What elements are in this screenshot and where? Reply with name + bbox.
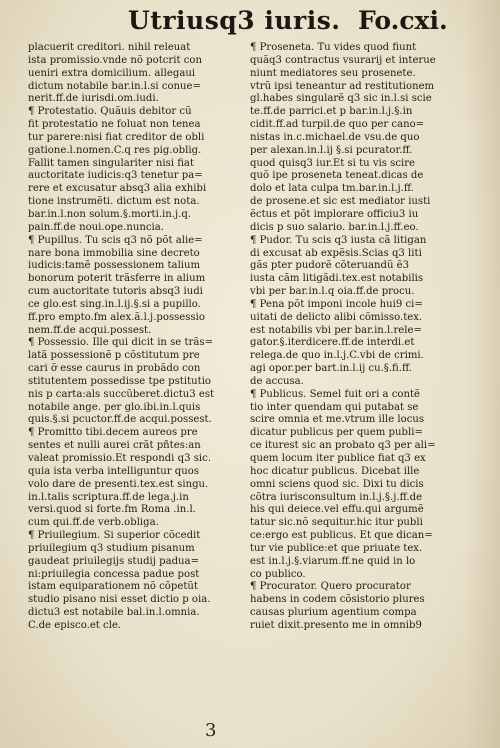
text-line: est in.l.j.§.viarum.ff.ne quid in lo [250, 555, 416, 567]
left-text-column [28, 42, 240, 633]
text-line: dolo et lata culpa tm.bar.in.l.j.ff. [250, 183, 414, 195]
text-line: versi.quod si forte.fm Roma .in.l. [28, 504, 196, 516]
signature-mark: 3 [205, 720, 219, 741]
text-line: nem.ff.de acqui.possest. [28, 324, 152, 336]
text-line: cari ỡ esse caurus in probãdo con [28, 363, 201, 375]
text-line: ẽctus et põt implorare officiu3 iu [250, 208, 419, 220]
text-line: placuerit creditori. nihil releuat [28, 42, 191, 53]
text-line: causas plurium agentium compa [250, 607, 417, 619]
text-line: priuilegium q3 studium pisanum [28, 542, 195, 554]
text-line: iusta cãm litigãdi.tex.est notabilis [250, 273, 424, 285]
text-line: fit protestatio ne foluat non tenea [28, 119, 201, 131]
text-line: quãq3 contractus vsurarij et interue [250, 54, 436, 66]
text-line: est notabilis vbi per bar.in.l.rele= [250, 324, 422, 336]
text-line: studio pisano nisi esset dictio p oia. [28, 594, 211, 606]
text-line: dicatur publicus per quem publi= [250, 427, 423, 439]
text-line: C.de episco.et cle. [28, 619, 122, 631]
text-line: tur vie publice:et que priuate tex. [250, 542, 423, 554]
text-line: quis.§.si pcuctor.ff.de acqui.possest. [28, 414, 212, 426]
text-line: Fallit tamen singulariter nisi fiat [28, 157, 194, 169]
text-line: per alexan.in.l.ij §.si pcurator.ff. [250, 144, 413, 156]
text-line: tur parere:nisi fiat creditor de obli [28, 131, 205, 143]
text-line: ¶ Publicus. Semel fuit ori a contẽ [250, 388, 421, 400]
text-line: volo dare de presenti.tex.est singu. [28, 478, 209, 490]
text-line: ista promissio.vnde nõ potcrit con [28, 54, 202, 66]
text-line: gãs pter pudorẽ cõteruandũ ẽ3 [250, 260, 410, 272]
folio-number: Fo.cxi. [358, 6, 448, 35]
text-line: habens in codem cõsistorio plures [250, 594, 425, 606]
text-line: ni:priuilegia concessa padue post [28, 568, 200, 580]
text-line: ce:ergo est publicus. Et que dican= [250, 530, 433, 542]
text-line: bonorum poterit trãsferre in alium [28, 273, 206, 285]
text-line: de prosene.et sic est mediator iusti [250, 196, 431, 208]
text-line: ueniri extra domicilium. allegaui [28, 67, 196, 79]
text-line: niunt mediatores seu prosenete. [250, 67, 416, 79]
text-line: ¶ Priuilegium. Si superior cõcedit [28, 530, 201, 542]
text-line: ruiet dixit.presento me in omnib9 [250, 619, 422, 631]
text-line: tione instrumẽti. dictum est nota. [28, 196, 200, 208]
text-line: ¶ Promitto tibi.decem aureos pre [28, 427, 198, 439]
text-line: cum qui.ff.de verb.obliga. [28, 517, 159, 529]
text-line: agi opor.per bart.in.l.ij cu.§.fi.ff. [250, 363, 413, 375]
text-line: bar.in.l.non solum.§.morti.in.j.q. [28, 208, 191, 220]
text-line: in.l.talis scriptura.ff.de lega.j.in [28, 491, 189, 503]
text-line: quod quisq3 iur.Et si tu vis scire [250, 157, 416, 169]
text-line: iudicis:tamẽ possessionem talium [28, 260, 201, 272]
text-line: dicis p suo salario. bar.in.l.j.ff.eo. [250, 221, 419, 233]
text-line: gaudeat priuilegijs studij padua= [28, 555, 200, 567]
text-line: te.ff.de parrici.et p bar.in.l.j.§.in [250, 106, 413, 118]
text-line: di excusat ab expẽsis.Scias q3 liti [250, 247, 422, 259]
text-line: valeat promissio.Et respondi q3 sic. [28, 453, 211, 464]
text-line: his qui deiece.vel effu.qui argumẽ [250, 504, 424, 516]
text-line: de accusa. [250, 375, 304, 387]
text-line: cõtra iurisconsultum in.l.j.§.j.ff.de [250, 491, 423, 503]
text-line: gl.habes singularẽ q3 sic in.l.si scie [250, 93, 432, 105]
text-line: ¶ Pupillus. Tu scis q3 nõ põt alie= [28, 234, 203, 246]
text-line: dictu3 est notabile bal.in.l.omnia. [28, 607, 200, 619]
text-line: ¶ Pena põt imponi incole hui9 ci= [250, 298, 423, 310]
text-line: pain.ff.de noui.ope.nuncia. [28, 221, 164, 233]
text-line: gatione.l.nomen.C.q res pig.oblig. [28, 144, 202, 156]
text-line: nerit.ff.de iurisdi.om.iudi. [28, 93, 159, 105]
text-line: ¶ Procurator. Quero procurator [250, 581, 411, 593]
text-line: hoc dicatur publicus. Dicebat ille [250, 465, 420, 477]
text-line: quõ ipe proseneta teneat.dicas de [250, 170, 424, 182]
text-line: quem locum iter publice fiat q3 ex [250, 453, 426, 464]
text-line: ¶ Protestatio. Quãuis debitor cũ [28, 106, 192, 118]
text-line: vtrũ ipsi teneantur ad restitutionem [250, 80, 435, 92]
text-line: cum auctoritate tutoris absq3 iudi [28, 286, 203, 298]
text-line: cidit.ff.ad turpil.de quo per cano= [250, 119, 425, 131]
text-line: ¶ Possessio. Ille qui dicit in se trãs= [28, 337, 214, 349]
text-line: omni sciens quod sic. Dixi tu dicis [250, 478, 424, 490]
text-line: dictum notabile bar.in.l.si conue= [28, 80, 201, 92]
text-line: nare bona immobilia sine decreto [28, 247, 200, 259]
text-line: notabile ange. per glo.ibi.in.l.quis [28, 401, 201, 413]
text-line: uitati de delicto alibi cõmisso.tex. [250, 311, 423, 323]
text-line: tio inter quendam qui putabat se [250, 401, 419, 413]
text-line: sentes et nulli aurei crãt pñtes:an [28, 440, 201, 452]
text-line: vbi per bar.in.l.q oia.ff.de procu. [250, 286, 415, 298]
text-line: stitutentem possedisse tpe pstitutio [28, 375, 212, 387]
text-line: rere et excusatur absq3 alia exhibi [28, 183, 207, 195]
text-line: ff.pro empto.fm alex.ã.l.j.possessio [28, 311, 205, 323]
text-line: gator.§.iterdicere.ff.de interdi.et [250, 337, 415, 349]
text-line: quia ista verba intelliguntur quos [28, 465, 200, 477]
text-line: scire omnia et me.vtrum ille locus [250, 414, 425, 426]
text-line: tatur sic.nõ sequitur.hic itur publi [250, 517, 423, 529]
text-line: co publico. [250, 568, 306, 580]
text-line: latã possessionẽ p cõstitutum pre [28, 350, 200, 362]
text-line: auctoritate iudicis:q3 tenetur pa= [28, 170, 203, 182]
text-line: nis p carta:als succũberet.dictu3 est [28, 388, 215, 400]
running-title: Utriusq3 iuris. [128, 6, 341, 35]
text-line: ¶ Pudor. Tu scis q3 iusta cã litigan [250, 234, 427, 246]
right-text-column [250, 42, 462, 633]
text-line: ¶ Proseneta. Tu vides quod fiunt [250, 42, 417, 53]
text-line: relega.de quo in.l.j.C.vbi de crimi. [250, 350, 424, 362]
text-line: istam equiparationem nõ cõpetũt [28, 581, 198, 593]
text-line: ce glo.est sing.in.l.ij.§.si a pupillo. [28, 298, 201, 310]
text-line: ce iturest sic an probato q3 per ali= [250, 440, 436, 452]
page-edge-shadow [466, 0, 500, 748]
text-line: nistas in.c.michael.de vsu.de quo [250, 131, 420, 143]
